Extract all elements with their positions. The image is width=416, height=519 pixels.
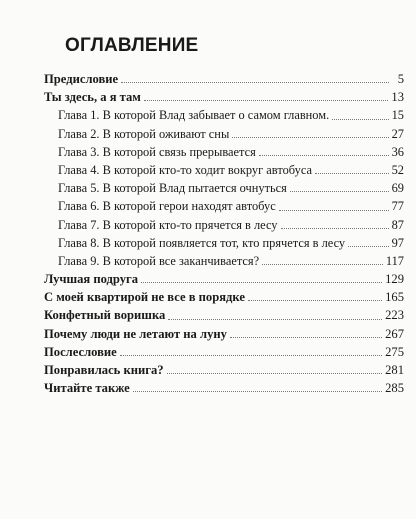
dot-leader (279, 209, 389, 211)
page-title: ОГЛАВЛЕНИЕ (65, 35, 199, 56)
toc-entry-page: 52 (391, 162, 404, 177)
toc-entry (44, 125, 404, 143)
toc-entry-label: С моей квартирой не все в порядке (44, 290, 245, 305)
toc-entry-label: Глава 9. В которой все заканчивается? (58, 253, 260, 268)
toc-entry-page: 27 (391, 126, 404, 141)
dot-leader (144, 99, 389, 101)
toc-entry-page: 15 (391, 108, 404, 123)
toc-entry (44, 88, 404, 106)
dot-leader (315, 172, 389, 174)
toc-entry (44, 343, 404, 361)
toc-entry (44, 325, 404, 343)
toc-entry-page: 97 (391, 235, 404, 250)
toc-entry (44, 306, 404, 324)
toc-entry-label: Глава 8. В которой появляется тот, кто прячется в лесу (58, 235, 346, 250)
toc-entry-label: Глава 6. В которой герои находят автобус (58, 199, 276, 214)
toc-entry-label: Глава 7. В которой кто-то прячется в лесу (58, 217, 278, 232)
toc-entry-page: 267 (385, 326, 404, 341)
toc-entry-page: 165 (385, 290, 404, 305)
toc-entry (44, 197, 404, 215)
toc-entry (44, 288, 404, 306)
dot-leader (133, 390, 382, 392)
toc-entry (44, 106, 404, 124)
toc-entry-page: 87 (391, 217, 404, 232)
toc-entry-label: Почему люди не летают на луну (44, 326, 227, 341)
dot-leader (141, 281, 382, 283)
toc-entry-page: 223 (385, 308, 404, 323)
toc-entry (44, 161, 404, 179)
dot-leader (290, 190, 389, 192)
toc-entry-label: Глава 5. В которой Влад пытается очнуться (58, 181, 287, 196)
toc-entry (44, 143, 404, 161)
toc-entry-page: 117 (385, 253, 404, 268)
dot-leader (259, 154, 389, 156)
toc-entry-label: Глава 3. В которой связь прерывается (58, 144, 256, 159)
dot-leader (120, 354, 382, 356)
toc-entry-label: Глава 4. В которой кто-то ходит вокруг автобуса (58, 162, 312, 177)
toc-entry (44, 216, 404, 234)
toc-entry (44, 379, 404, 397)
dot-leader (332, 118, 388, 120)
toc-entry-label: Послесловие (44, 344, 117, 359)
toc-entry-page: 285 (385, 381, 404, 396)
toc-entry-page: 129 (385, 272, 404, 287)
toc-entry-label: Предисловие (44, 72, 119, 86)
toc-entry (44, 70, 404, 88)
toc-entry-label: Понравилась книга? (44, 363, 164, 377)
dot-leader (348, 245, 388, 247)
toc-entry-label: Читайте также (44, 381, 130, 396)
dot-leader (262, 263, 383, 265)
toc-entry-page: 13 (391, 90, 404, 105)
toc-entry (44, 252, 404, 270)
table-of-contents (44, 70, 404, 397)
toc-entry (44, 270, 404, 288)
toc-entry-label: Глава 1. В которой Влад забывает о самом главном. (58, 108, 330, 123)
dot-leader (230, 336, 382, 338)
toc-entry-label: Конфетный воришка (44, 308, 166, 323)
dot-leader (232, 136, 388, 138)
toc-entry-label: Глава 2. В которой оживают сны (58, 126, 230, 141)
toc-entry-page: 69 (391, 181, 404, 196)
toc-entry-page: 281 (385, 363, 404, 377)
dot-leader (281, 227, 389, 229)
toc-entry-page: 77 (391, 199, 404, 214)
toc-entry (44, 234, 404, 252)
toc-entry-label: Ты здесь, а я там (44, 90, 141, 105)
toc-entry-page: 275 (385, 344, 404, 359)
dot-leader (248, 299, 382, 301)
dot-leader (168, 318, 382, 320)
toc-entry-page: 36 (391, 144, 404, 159)
toc-entry (44, 179, 404, 197)
toc-entry (44, 361, 404, 379)
toc-entry-label: Лучшая подруга (44, 272, 139, 287)
toc-entry-page: 5 (397, 72, 404, 86)
dot-leader (121, 81, 389, 83)
dot-leader (167, 372, 383, 374)
